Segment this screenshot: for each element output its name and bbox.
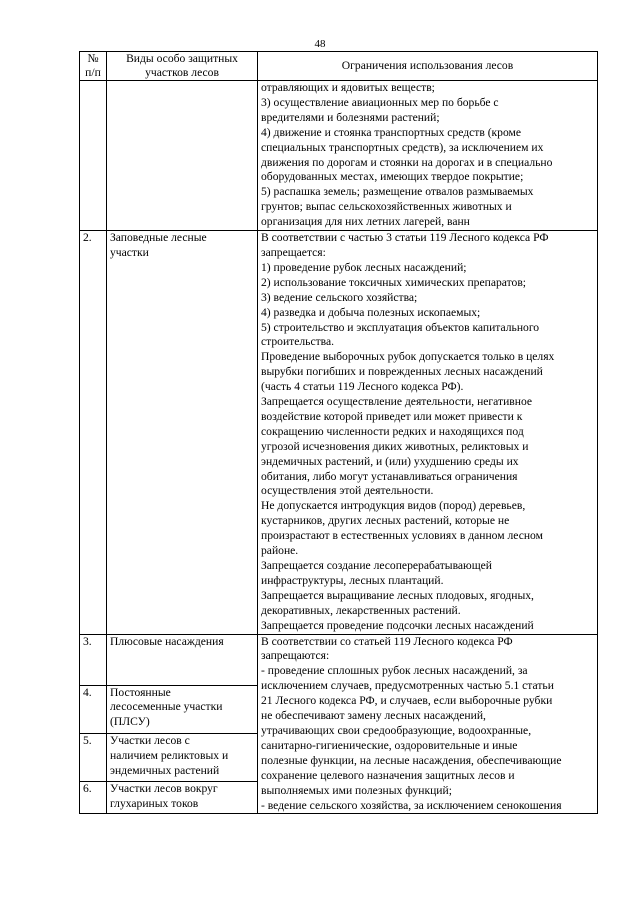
text-line: Запрещается создание лесоперерабатывающей xyxy=(261,559,492,572)
text-line: (часть 4 статьи 119 Лесного кодекса РФ). xyxy=(261,380,464,394)
restrictions-table xyxy=(79,51,598,814)
header-type-line: Виды особо защитных xyxy=(126,52,238,65)
cell-type xyxy=(107,634,258,685)
table-header-row xyxy=(80,52,598,81)
text-line: Запрещается осуществление деятельности, негативное xyxy=(261,395,533,409)
header-number-line: п/п xyxy=(85,66,101,79)
type-line: (ПЛСУ) xyxy=(110,715,150,729)
text-line: 3) ведение сельского хозяйства; xyxy=(261,290,418,304)
cell-number xyxy=(80,81,107,231)
text-line: воздействие которой приведет или может привести к xyxy=(261,409,523,423)
text-line: утрачивающих свои средообразующие, водоохранные, xyxy=(261,723,532,737)
text-line: специальных транспортных средств), за исключением их xyxy=(261,140,544,154)
type-line: Заповедные лесные xyxy=(110,231,207,245)
text-line: осуществления этой деятельности. xyxy=(261,484,434,498)
cell-type xyxy=(107,781,258,814)
text-line: вырубки погибших и поврежденных лесных насаждений xyxy=(261,365,543,379)
type-line: Участки лесов с xyxy=(110,733,190,747)
type-line: лесосеменные участки xyxy=(110,700,223,714)
text-line: 5) распашка земель; размещение отвалов размываемых xyxy=(261,185,534,199)
text-line: 1) проведение рубок лесных насаждений; xyxy=(261,260,467,274)
text-line: Запрещается проведение подсочки лесных насаждений xyxy=(261,618,534,632)
header-number-line: № xyxy=(87,52,99,65)
text-line: угрозой исчезновения диких животных, реликтовых и xyxy=(261,439,529,453)
text-line: полезные функции, на лесные насаждения, обеспечивающие xyxy=(261,753,562,767)
table-row-2 xyxy=(80,231,598,634)
text-line: отравляющих и ядовитых веществ; xyxy=(261,81,435,94)
text-line: 2) использование токсичных химических препаратов; xyxy=(261,275,527,289)
table-row-continued xyxy=(80,81,598,231)
cell-number: 2. xyxy=(80,231,107,634)
text-line: запрещаются: xyxy=(261,649,330,663)
text-line: эндемичных растений, и (или) ухудшению среды их xyxy=(261,454,519,468)
text-line: Не допускается интродукция видов (пород) деревьев, xyxy=(261,499,526,513)
text-line: санитарно-гигиенические, оздоровительные и иные xyxy=(261,738,518,752)
cell-number: 4. xyxy=(80,685,107,733)
text-line: 4) разведка и добыча полезных ископаемых; xyxy=(261,305,481,319)
cell-type xyxy=(107,733,258,781)
text-line: произрастают в естественных условиях в данном лесном xyxy=(261,529,543,543)
type-line: Плюсовые насаждения xyxy=(110,634,224,648)
type-line: наличием реликтовых и xyxy=(110,748,229,762)
table-row-3 xyxy=(80,634,598,685)
text-line: кустарников, других лесных растений, которые не xyxy=(261,514,510,528)
text-line: сокращению численности редких и находящихся под xyxy=(261,424,524,438)
text-line: грунтов; выпас сельскохозяйственных животных и xyxy=(261,200,512,214)
page-number: 48 xyxy=(314,38,326,50)
text-line: сохранение целевого назначения защитных лесов и xyxy=(261,768,515,782)
header-restrictions: Ограничения использования лесов xyxy=(258,52,598,81)
text-line: 3) осуществление авиационных мер по борьбе с xyxy=(261,95,499,109)
type-line: Постоянные xyxy=(110,685,171,699)
header-number xyxy=(80,52,107,81)
text-line: обитания, либо могут устанавливаться ограничения xyxy=(261,469,518,483)
text-line: 21 Лесного кодекса РФ, и случаев, если выборочные рубки xyxy=(261,694,553,708)
cell-type xyxy=(107,231,258,634)
cell-type xyxy=(107,685,258,733)
text-line: выполняемых ими полезных функций; xyxy=(261,783,452,797)
header-forest-type xyxy=(107,52,258,81)
text-line: строительства. xyxy=(261,335,335,349)
cell-shared-restrictions xyxy=(258,634,598,814)
type-line: Участки лесов вокруг xyxy=(110,781,218,795)
text-line: Проведение выборочных рубок допускается только в целях xyxy=(261,350,555,364)
text-line: декоративных, лекарственных растений. xyxy=(261,603,461,617)
cell-number: 6. xyxy=(80,781,107,814)
text-line: вредителями и болезнями растений; xyxy=(261,110,440,124)
text-line: - ведение сельского хозяйства, за исключением сенокошения xyxy=(261,798,562,812)
text-line: Запрещается выращивание лесных плодовых, ягодных, xyxy=(261,588,534,602)
type-line: эндемичных растений xyxy=(110,763,220,777)
header-type-line: участков лесов xyxy=(145,66,219,79)
text-line: районе. xyxy=(261,544,299,558)
type-line: участки xyxy=(110,245,149,259)
text-line: - проведение сплошных рубок лесных насаждений, за xyxy=(261,664,528,678)
text-line: 4) движение и стоянка транспортных средств (кроме xyxy=(261,125,522,139)
cell-number: 3. xyxy=(80,634,107,685)
text-line: инфраструктуры, лесных плантаций. xyxy=(261,573,444,587)
cell-number: 5. xyxy=(80,733,107,781)
text-line: В соответствии со статьей 119 Лесного кодекса РФ xyxy=(261,634,513,648)
text-line: исключением случаев, предусмотренных частью 5.1 статьи xyxy=(261,679,554,693)
text-line: не обеспечивают замену лесных насаждений, xyxy=(261,709,486,723)
text-line: 5) строительство и эксплуатация объектов капитального xyxy=(261,320,540,334)
cell-type xyxy=(107,81,258,231)
text-line: организация для них летних лагерей, ванн xyxy=(261,215,470,229)
type-line: глухариных токов xyxy=(110,796,199,810)
text-line: движения по дорогам и стоянки на дорогах и в специально xyxy=(261,155,553,169)
text-line: В соответствии с частью 3 статьи 119 Лесного кодекса РФ xyxy=(261,231,549,245)
text-line: запрещается: xyxy=(261,245,326,259)
cell-restrictions xyxy=(258,81,598,231)
text-line: оборудованных местах, имеющих твердое покрытие; xyxy=(261,170,524,184)
cell-restrictions xyxy=(258,231,598,634)
